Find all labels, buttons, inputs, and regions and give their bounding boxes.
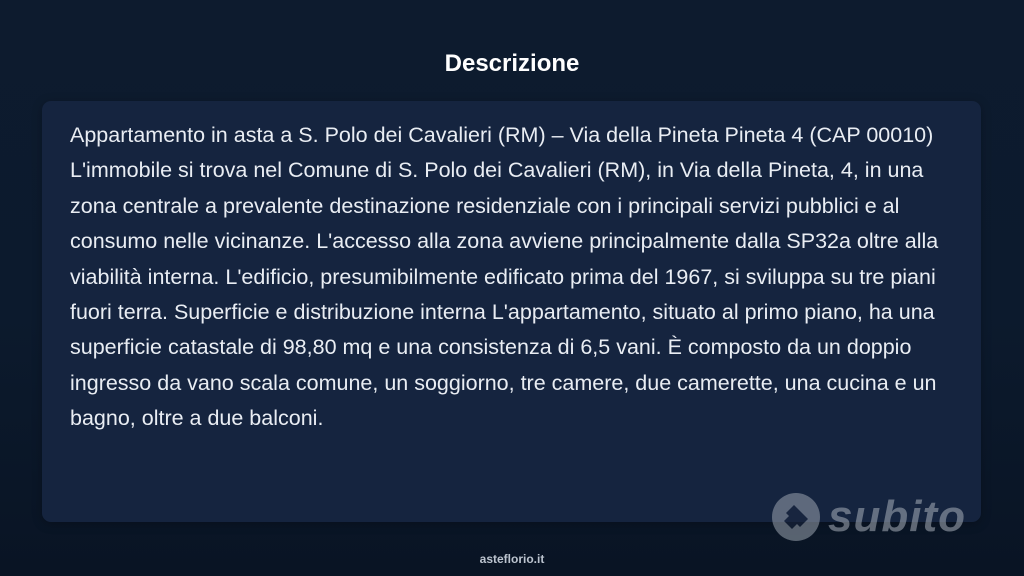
subito-watermark-text: subito (828, 492, 966, 541)
page-title: Descrizione (444, 50, 580, 77)
subito-logo-icon (772, 493, 820, 541)
subito-watermark (772, 489, 966, 545)
footer-site: asteflorio.it (479, 552, 545, 566)
description-text: Appartamento in asta a S. Polo dei Cavalieri (RM) – Via della Pineta Pineta 4 (CAP 00010) L'immobile si trova nel Comune di S. Polo dei Cavalieri (RM), in Via della Pineta, 4, in una zona centrale a prevalente destinazione residenziale con i principali servizi pubblici e al consumo nelle vicinanze. L'accesso alla zona avviene principalmente dalla SP32a oltre alla viabilità interna. L'edificio, presumibilmente edificato prima del 1967, si sviluppa su tre piani fuori terra. Superficie e distribuzione interna L'appartamento, situato al primo piano, ha una superficie catastale di 98,80 mq e una consistenza di 6,5 vani. È composto da un doppio ingresso da vano scala comune, un soggiorno, tre camere, due camerette, una cucina e un bagno, oltre a due balconi. (70, 123, 939, 431)
description-card (42, 101, 981, 522)
